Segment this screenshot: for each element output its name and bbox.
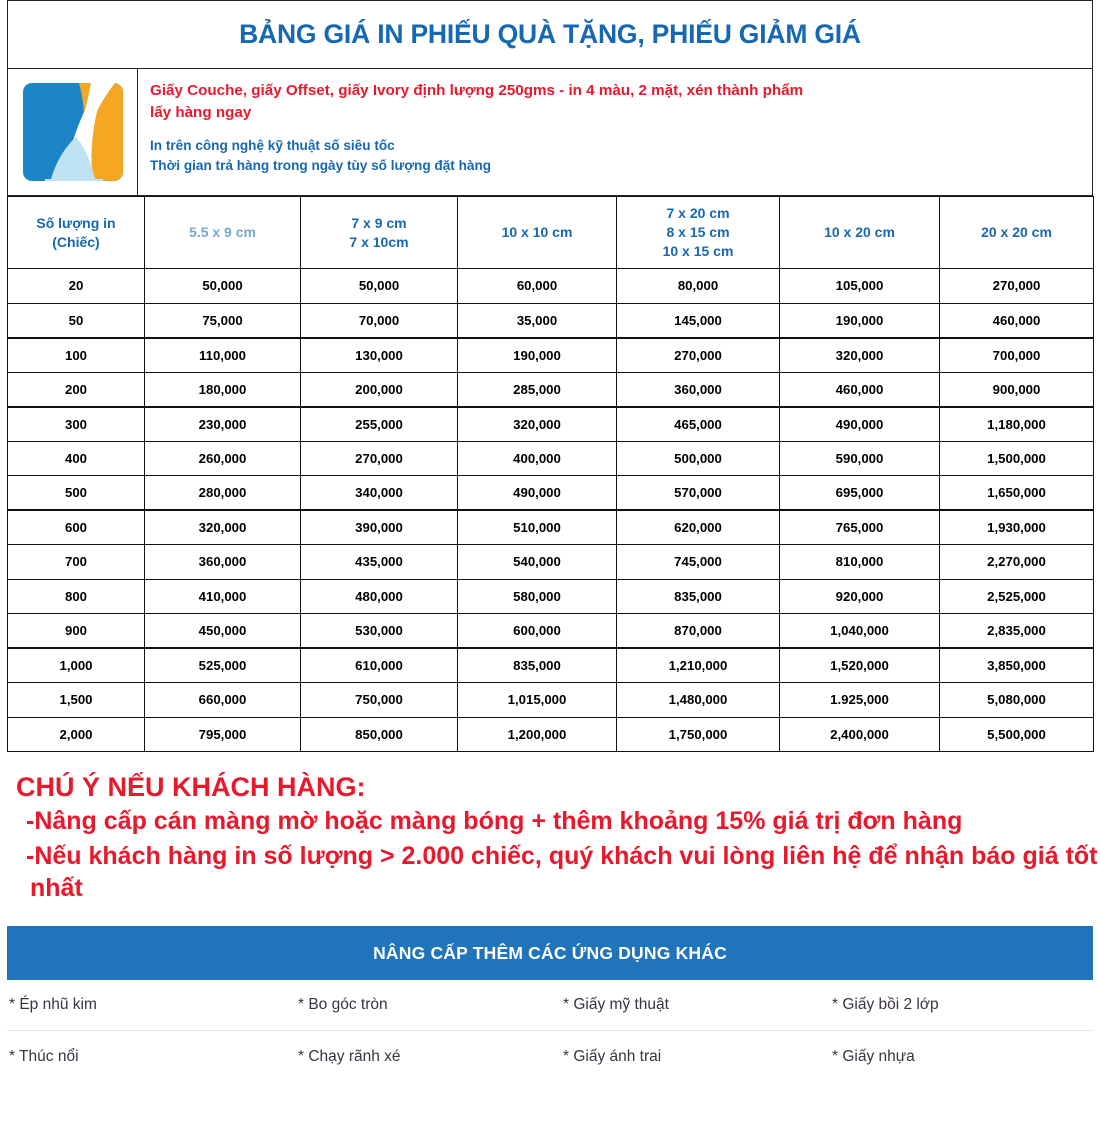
price-cell: 200,000 — [301, 372, 458, 407]
price-cell: 590,000 — [780, 441, 940, 476]
price-cell: 190,000 — [780, 303, 940, 338]
price-cell: 835,000 — [617, 579, 780, 614]
column-header-line: 8 x 15 cm — [666, 224, 730, 241]
price-cell: 270,000 — [617, 338, 780, 373]
price-cell: 50,000 — [145, 269, 301, 304]
notice-line: -Nâng cấp cán màng mờ hoặc màng bóng + thêm khoảng 15% giá trị đơn hàng — [26, 806, 963, 835]
upgrade-banner — [7, 926, 1093, 980]
price-cell: 750,000 — [301, 683, 458, 718]
price-cell: 1,015,000 — [458, 683, 617, 718]
price-cell: 50,000 — [301, 269, 458, 304]
price-cell: 105,000 — [780, 269, 940, 304]
column-header-5 — [780, 197, 940, 269]
service-item: * Ép nhũ kim — [9, 996, 97, 1014]
price-cell: 5,080,000 — [940, 683, 1094, 718]
description-red-line: lấy hàng ngay — [150, 103, 252, 121]
price-cell: 5,500,000 — [940, 717, 1094, 752]
table-row — [8, 269, 1094, 304]
price-cell: 600,000 — [458, 614, 617, 649]
price-cell: 870,000 — [617, 614, 780, 649]
quantity-cell: 300 — [8, 407, 145, 442]
column-header-line: 10 x 10 cm — [501, 224, 573, 241]
price-cell: 580,000 — [458, 579, 617, 614]
price-cell: 745,000 — [617, 545, 780, 580]
price-table — [7, 196, 1094, 752]
price-cell: 465,000 — [617, 407, 780, 442]
price-cell: 145,000 — [617, 303, 780, 338]
price-cell: 270,000 — [940, 269, 1094, 304]
column-header-line: (Chiếc) — [52, 233, 100, 250]
column-header-0 — [8, 197, 145, 269]
price-cell: 460,000 — [780, 372, 940, 407]
price-cell: 260,000 — [145, 441, 301, 476]
price-cell: 285,000 — [458, 372, 617, 407]
price-cell: 3,850,000 — [940, 648, 1094, 683]
price-cell: 1.925,000 — [780, 683, 940, 718]
table-row — [8, 545, 1094, 580]
price-cell: 390,000 — [301, 510, 458, 545]
price-cell: 190,000 — [458, 338, 617, 373]
price-cell: 510,000 — [458, 510, 617, 545]
table-row — [8, 614, 1094, 649]
service-item: * Giấy bồi 2 lớp — [832, 996, 939, 1014]
price-cell: 920,000 — [780, 579, 940, 614]
price-cell: 490,000 — [458, 476, 617, 511]
notice-section — [0, 752, 1100, 912]
quantity-cell: 600 — [8, 510, 145, 545]
price-cell: 75,000 — [145, 303, 301, 338]
quantity-cell: 500 — [8, 476, 145, 511]
service-item: * Thúc nổi — [9, 1047, 79, 1065]
price-cell: 2,835,000 — [940, 614, 1094, 649]
price-cell: 1,210,000 — [617, 648, 780, 683]
description-blue-line: Thời gian trả hàng trong ngày tùy số lượng đặt hàng — [150, 157, 492, 173]
column-header-6 — [940, 197, 1094, 269]
price-cell: 435,000 — [301, 545, 458, 580]
service-item: * Giấy nhựa — [832, 1047, 915, 1065]
table-row — [8, 717, 1094, 752]
price-table-head — [8, 197, 1094, 269]
price-cell: 130,000 — [301, 338, 458, 373]
price-cell: 610,000 — [301, 648, 458, 683]
table-row — [8, 648, 1094, 683]
price-cell: 460,000 — [940, 303, 1094, 338]
price-cell: 270,000 — [301, 441, 458, 476]
price-cell: 765,000 — [780, 510, 940, 545]
price-cell: 1,200,000 — [458, 717, 617, 752]
price-table-body — [8, 269, 1094, 752]
price-cell: 570,000 — [617, 476, 780, 511]
quantity-cell: 1,000 — [8, 648, 145, 683]
price-cell: 70,000 — [301, 303, 458, 338]
description-cell — [138, 69, 1092, 195]
price-cell: 1,180,000 — [940, 407, 1094, 442]
price-cell: 500,000 — [617, 441, 780, 476]
service-row — [7, 980, 1093, 1031]
company-logo-icon — [19, 79, 127, 185]
description-blue — [150, 136, 1092, 175]
price-cell: 1,500,000 — [940, 441, 1094, 476]
price-cell: 35,000 — [458, 303, 617, 338]
logo-cell — [8, 69, 138, 195]
price-cell: 180,000 — [145, 372, 301, 407]
price-cell: 450,000 — [145, 614, 301, 649]
upgrade-banner-label: NÂNG CẤP THÊM CÁC ỨNG DỤNG KHÁC — [373, 942, 727, 963]
service-item: * Giấy mỹ thuật — [563, 996, 669, 1014]
price-table-header-row — [8, 197, 1094, 269]
description-red — [150, 80, 1092, 123]
price-cell: 60,000 — [458, 269, 617, 304]
price-cell: 320,000 — [780, 338, 940, 373]
price-cell: 480,000 — [301, 579, 458, 614]
price-cell: 280,000 — [145, 476, 301, 511]
column-header-line: 10 x 15 cm — [662, 242, 734, 259]
description-red-line: Giấy Couche, giấy Offset, giấy Ivory định lượng 250gms - in 4 màu, 2 mặt, xén thành phẩm — [150, 82, 804, 99]
price-cell: 1,750,000 — [617, 717, 780, 752]
column-header-line: 7 x 20 cm — [666, 205, 730, 222]
price-cell: 80,000 — [617, 269, 780, 304]
price-cell: 2,525,000 — [940, 579, 1094, 614]
table-row — [8, 338, 1094, 373]
price-cell: 620,000 — [617, 510, 780, 545]
table-row — [8, 303, 1094, 338]
info-band — [7, 68, 1093, 196]
table-row — [8, 476, 1094, 511]
column-header-2 — [301, 197, 458, 269]
price-cell: 255,000 — [301, 407, 458, 442]
quantity-cell: 900 — [8, 614, 145, 649]
price-cell: 850,000 — [301, 717, 458, 752]
notice-heading: CHÚ Ý NẾU KHÁCH HÀNG: — [16, 772, 366, 802]
price-cell: 360,000 — [617, 372, 780, 407]
price-cell: 340,000 — [301, 476, 458, 511]
column-header-line: 7 x 9 cm — [351, 214, 407, 231]
services-list — [7, 980, 1093, 1082]
quantity-cell: 20 — [8, 269, 145, 304]
service-item: * Chạy rãnh xé — [298, 1047, 401, 1065]
table-row — [8, 441, 1094, 476]
table-row — [8, 372, 1094, 407]
service-item: * Bo góc tròn — [298, 996, 388, 1014]
price-cell: 540,000 — [458, 545, 617, 580]
price-cell: 2,400,000 — [780, 717, 940, 752]
column-header-line: Số lượng in — [36, 214, 116, 231]
quantity-cell: 2,000 — [8, 717, 145, 752]
price-cell: 1,040,000 — [780, 614, 940, 649]
notice-line: -Nếu khách hàng in số lượng > 2.000 chiếc, quý khách vui lòng liên hệ để nhận báo giá tốt nhất — [26, 842, 1098, 902]
quantity-cell: 700 — [8, 545, 145, 580]
column-header-line: 7 x 10cm — [349, 233, 409, 250]
price-cell: 320,000 — [145, 510, 301, 545]
price-cell: 1,480,000 — [617, 683, 780, 718]
column-header-1 — [145, 197, 301, 269]
price-cell: 900,000 — [940, 372, 1094, 407]
quantity-cell: 1,500 — [8, 683, 145, 718]
price-cell: 1,930,000 — [940, 510, 1094, 545]
table-row — [8, 510, 1094, 545]
column-header-line: 10 x 20 cm — [824, 224, 895, 241]
column-header-3 — [458, 197, 617, 269]
price-cell: 360,000 — [145, 545, 301, 580]
table-row — [8, 579, 1094, 614]
description-blue-line: In trên công nghệ kỹ thuật số siêu tốc — [150, 138, 395, 154]
price-cell: 530,000 — [301, 614, 458, 649]
price-cell: 660,000 — [145, 683, 301, 718]
price-cell: 410,000 — [145, 579, 301, 614]
quantity-cell: 200 — [8, 372, 145, 407]
price-cell: 1,650,000 — [940, 476, 1094, 511]
price-cell: 835,000 — [458, 648, 617, 683]
quantity-cell: 800 — [8, 579, 145, 614]
price-cell: 2,270,000 — [940, 545, 1094, 580]
price-cell: 810,000 — [780, 545, 940, 580]
price-cell: 525,000 — [145, 648, 301, 683]
title-band — [7, 0, 1093, 68]
column-header-line: 5.5 x 9 cm — [189, 224, 256, 241]
price-cell: 230,000 — [145, 407, 301, 442]
price-cell: 1,520,000 — [780, 648, 940, 683]
service-item: * Giấy ánh trai — [563, 1047, 662, 1065]
price-cell: 400,000 — [458, 441, 617, 476]
price-cell: 490,000 — [780, 407, 940, 442]
price-cell: 110,000 — [145, 338, 301, 373]
price-cell: 320,000 — [458, 407, 617, 442]
table-row — [8, 407, 1094, 442]
quantity-cell: 50 — [8, 303, 145, 338]
column-header-line: 20 x 20 cm — [981, 224, 1052, 241]
quantity-cell: 400 — [8, 441, 145, 476]
price-cell: 695,000 — [780, 476, 940, 511]
service-row — [7, 1031, 1093, 1082]
price-cell: 700,000 — [940, 338, 1094, 373]
table-row — [8, 683, 1094, 718]
price-cell: 795,000 — [145, 717, 301, 752]
column-header-4 — [617, 197, 780, 269]
page-title: BẢNG GIÁ IN PHIẾU QUÀ TẶNG, PHIẾU GIẢM GIÁ — [239, 19, 861, 49]
quantity-cell: 100 — [8, 338, 145, 373]
